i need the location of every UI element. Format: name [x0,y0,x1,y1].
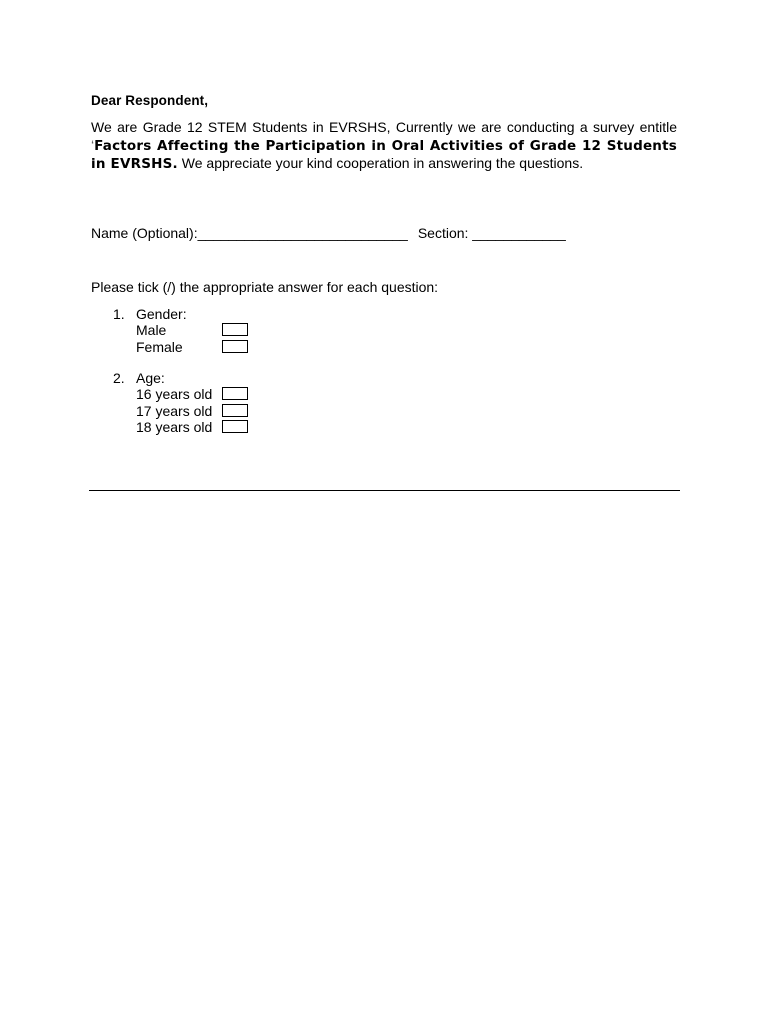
intro-paragraph [91,119,677,174]
option-male [136,322,187,339]
name-field[interactable]: Name (Optional):___________________________ [91,225,408,241]
survey-title: Factors Affecting the Participation in Oral Activities of Grade 12 Students in EVRSHS. [91,137,677,172]
intro-quote-mark: ‘ [91,136,95,153]
horizontal-rule [89,490,680,491]
checkbox-18-years[interactable] [222,420,248,433]
checkbox-17-years[interactable] [222,404,248,417]
instruction-text: Please tick (/) the appropriate answer for each question: [91,279,439,295]
checkbox-male[interactable] [222,323,248,336]
checkbox-female[interactable] [222,340,248,353]
option-label: 17 years old [136,402,213,419]
checkbox-16-years[interactable] [222,387,248,400]
intro-text-after: We appreciate your kind cooperation in answering the questions. [177,155,584,171]
option-16-years [136,386,212,403]
section-field[interactable]: Section: ____________ [417,225,566,241]
option-18-years [136,419,212,436]
intro-text-before: We are Grade 12 STEM Students in EVRSHS, Currently we are conducting a survey entitle [91,119,677,135]
greeting: Dear Respondent, [91,93,209,108]
respondent-fields [91,225,566,241]
option-label: 16 years old [136,386,213,402]
option-female [136,339,187,356]
question-label: Age: [136,370,165,386]
option-label: Male [136,322,167,338]
option-label: Female [136,338,183,355]
option-17-years [136,403,212,420]
question-number: 1. [113,306,125,322]
question-number: 2. [113,370,125,386]
option-label: 18 years old [136,419,213,435]
question-label: Gender: [136,306,187,322]
